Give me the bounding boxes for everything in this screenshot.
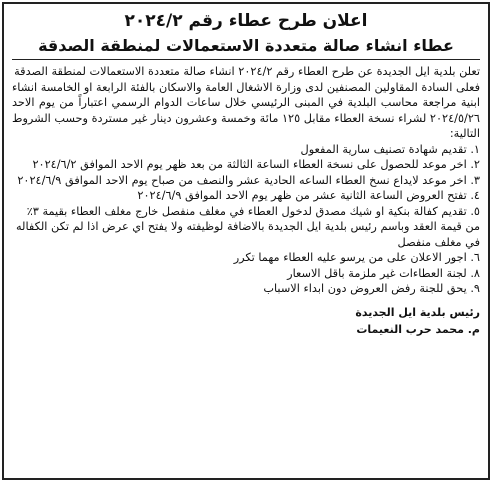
condition-item: ١. تقديم شهادة تصنيف سارية المفعول: [300, 142, 480, 156]
condition-item: ٨. لجنة العطاءات غير ملزمة باقل الاسعار: [287, 266, 480, 280]
condition-item: ٦. اجور الاعلان على من يرسو عليه العطاء مهما تكرر: [233, 251, 480, 264]
condition-item: ٥. تقديم كفالة بنكية او شيك مصدق لدخول العطاء في مغلف منفصل خارج مغلف العطاء بقيمة ٣٪ من قيمة العقد وباسم رئيس بلدية ايل الجديدة بالاضافة لوظيفته ولا يفتح اي عرض اذا لم تكن الكفاله في مغلف منفصل: [15, 204, 480, 249]
conditions-list: [12, 142, 480, 297]
announcement-title: اعلان طرح عطاء رقم ٢٠٢٤/٢: [124, 11, 368, 31]
condition-item: ٣. اخر موعد لايداع نسخ العطاء الساعه الحادية عشر والنصف من صباح يوم الاحد الموافق ٢٠٢٤/٦/٩: [17, 173, 480, 187]
condition-item: ٩. يحق للجنة رفض العروض دون ابداء الاسباب: [263, 282, 480, 295]
condition-item: ٢. اخر موعد للحصول على نسخة العطاء الساعة الثالثة من بعد ظهر يوم الاحد الموافق ٢٠٢٤/٦/٢: [32, 158, 480, 171]
details-paragraph: فعلى السادة المقاولين المصنفين لدى وزارة الاشغال العامة والاسكان بالفئة الرابعة او الخامسة انشاء ابنية مراجعة محاسب البلدية في المبنى الرئيسي خلال ساعات الدوام الرسمي اعتباراً من يوم الاحد ٢٠٢٤/٥/٢٦ لشراء نسخة العطاء مقابل ١٢٥ مائة وخمسة وعشرون دينار غير مستردة وحسب الشروط التالية:: [12, 80, 480, 140]
signature-name: م. محمد حرب النعيمات: [356, 322, 480, 336]
signature-title: رئيس بلدية ايل الجديدة: [355, 305, 480, 319]
condition-item: ٤. تفتح العروض الساعة الثانية عشر من ظهر يوم الاحد الموافق ٢٠٢٤/٦/٩: [137, 189, 480, 202]
announcement-subtitle: عطاء انشاء صالة متعددة الاستعمالات لمنطقة الصدقة: [12, 35, 480, 60]
signature-block: [12, 304, 480, 338]
intro-paragraph: تعلن بلدية ايل الجديدة عن طرح العطاء رقم ٢٠٢٤/٢ انشاء صالة متعددة الاستعمالات لمنطقة الصدقة: [14, 65, 480, 78]
announcement-frame: [2, 2, 490, 480]
